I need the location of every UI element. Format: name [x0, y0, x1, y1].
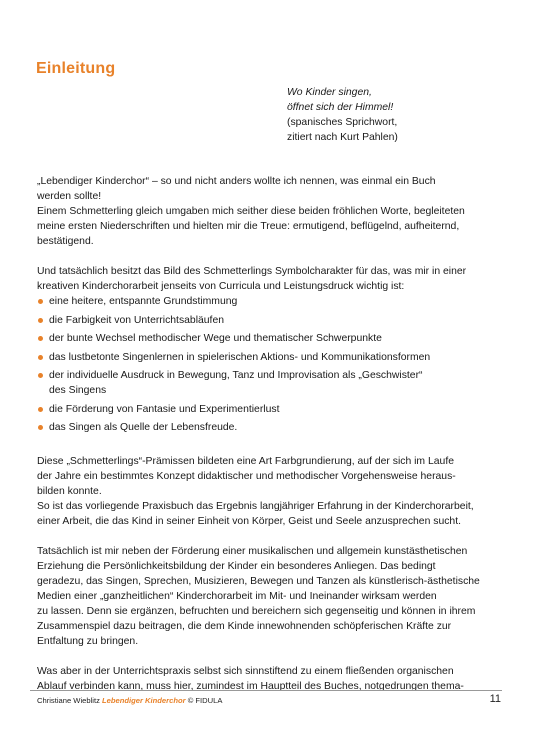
- epigraph: [287, 85, 527, 145]
- epigraph-source-line: (spanisches Sprichwort,: [287, 117, 398, 128]
- text-line: kreativen Kinderchorarbeit jenseits von Curricula und Leistungsdruck wichtig ist:: [37, 281, 405, 292]
- text-line: Und tatsächlich besitzt das Bild des Schmetterlings Symbolcharakter für das, was mir in einer: [37, 266, 467, 277]
- epigraph-quote-line: Wo Kinder singen,: [287, 87, 372, 98]
- footer-book-title: Lebendiger Kinderchor: [102, 696, 186, 705]
- text-line: geradezu, das Singen, Sprechen, Musizieren, Bewegen und Tanzen als künstlerisch-ästhetische: [37, 575, 480, 587]
- footer-publisher: © FIDULA: [187, 696, 223, 705]
- text-line: bestätigend.: [37, 236, 94, 247]
- footer-credits: [37, 696, 222, 705]
- list-item: [37, 368, 509, 398]
- body-text: [37, 174, 509, 694]
- text-line: bilden konnte.: [37, 485, 102, 497]
- bullet-list: [37, 294, 509, 435]
- epigraph-quote-line: öffnet sich der Himmel!: [287, 102, 394, 113]
- text-line: So ist das vorliegende Praxisbuch das Ergebnis langjähriger Erfahrung in der Kinderchorarbeit,: [37, 500, 474, 512]
- text-line: Einem Schmetterling gleich umgaben mich seither diese beiden fröhlichen Worte, begleiteten: [37, 206, 465, 217]
- paragraph: [37, 544, 509, 649]
- epigraph-source-line: zitiert nach Kurt Pahlen): [287, 132, 398, 143]
- list-item: das lustbetonte Singenlernen in spielerischen Aktions- und Kommunikationsformen: [37, 350, 509, 365]
- text-line: werden sollte!: [37, 191, 102, 202]
- text-line: Entfaltung zu bringen.: [37, 635, 139, 647]
- text-line: „Lebendiger Kinderchor“ – so und nicht anders wollte ich nennen, was einmal ein Buch: [37, 176, 436, 187]
- text-line: Erziehung die Persönlichkeitsbildung der Kinder ein besonderes Anliegen. Das bedingt: [37, 560, 436, 572]
- footer-divider: [30, 690, 502, 691]
- page-title: Einleitung: [36, 60, 116, 77]
- text-line: meine ersten Niederschriften und hielten mir die Treue: ermutigend, beflügelnd, aufheiternd,: [37, 221, 460, 232]
- footer-author: Christiane Wieblitz: [37, 696, 100, 705]
- text-line: zu lassen. Denn sie ergänzen, befruchten und bereichern sich gegenseitig und können in ihrem: [37, 605, 476, 617]
- list-item: der bunte Wechsel methodischer Wege und thematischer Schwerpunkte: [37, 331, 509, 346]
- text-line: Ablauf verbinden kann, muss hier, zumindest im Hauptteil des Buches, notgedrungen thema-: [37, 680, 464, 692]
- text-line: Zusammenspiel dazu beitragen, die dem Kinde innewohnenden schöpferischen Kräfte zur: [37, 620, 452, 632]
- page-number: 11: [489, 693, 501, 705]
- text-line: der Jahre ein bestimmtes Konzept didaktischer und methodischer Vorgehensweise heraus-: [37, 470, 456, 482]
- list-item-line: des Singens: [49, 385, 107, 396]
- list-item: die Förderung von Fantasie und Experimentierlust: [37, 402, 509, 417]
- list-item: die Farbigkeit von Unterrichtsabläufen: [37, 313, 509, 328]
- text-line: Was aber in der Unterrichtspraxis selbst sich sinnstiftend zu einem fließenden organischen: [37, 665, 454, 677]
- list-item: eine heitere, entspannte Grundstimmung: [37, 294, 509, 309]
- paragraph: [37, 664, 509, 694]
- list-item-line: der individuelle Ausdruck in Bewegung, Tanz und Improvisation als „Geschwister“: [49, 370, 423, 381]
- text-line: einer Arbeit, die das Kind in seiner Einheit von Körper, Geist und Seele anzusprechen sucht.: [37, 515, 461, 527]
- text-line: Medien einer „ganzheitlichen“ Kinderchorarbeit im Mit- und Ineinander wirksam werden: [37, 590, 437, 602]
- list-intro-paragraph: [37, 264, 509, 294]
- text-line: Diese „Schmetterlings“-Prämissen bildeten eine Art Farbgrundierung, auf der sich im Laufe: [37, 455, 454, 467]
- text-line: Tatsächlich ist mir neben der Förderung einer musikalischen und allgemein kunstästhetischen: [37, 545, 468, 557]
- paragraph: [37, 454, 509, 529]
- intro-paragraph: [37, 174, 509, 249]
- list-item: das Singen als Quelle der Lebensfreude.: [37, 420, 509, 435]
